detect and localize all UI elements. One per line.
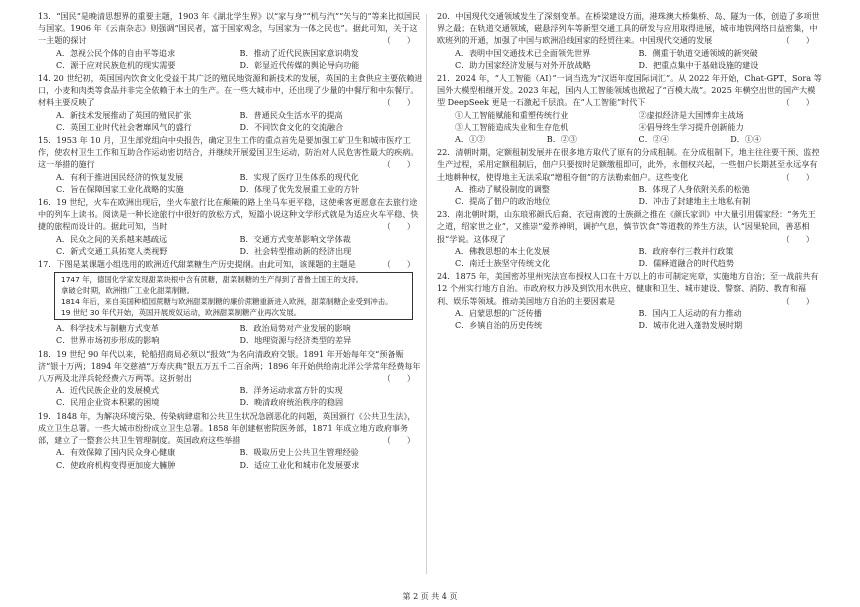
answer-bracket: （ ） bbox=[382, 259, 415, 270]
answer-option[interactable]: B．吸取历史上公共卫生管理经验 bbox=[239, 447, 359, 458]
answer-option[interactable]: A．表明中国交通技术已全面领先世界 bbox=[455, 47, 591, 58]
question bbox=[38, 196, 423, 257]
answer-option[interactable]: C．源于应对民族危机的现实需要 bbox=[56, 59, 176, 70]
question-text: 13．“国民”是晚清思想界的重要主题，1903 年《湖北学生界》以“家与身”“机与汽”“矢与的”等来比拟国民与国家。1906 年《云南杂志》则强调“国民者，富于国家观念，与国家为一体之民也”。据此可知，关于这一主题的探讨 bbox=[38, 11, 421, 46]
option-list bbox=[437, 133, 822, 145]
answer-option[interactable]: A．科学技术与制糖方式变革 bbox=[56, 323, 159, 334]
answer-option[interactable]: A．忽视公民个体的自由平等追求 bbox=[56, 47, 176, 58]
question-stem bbox=[437, 146, 822, 183]
answer-option[interactable]: C．提高了佃户的政治地位 bbox=[455, 196, 551, 207]
statement: ④倡导终生学习提升创新能力 bbox=[638, 121, 744, 132]
question-stem bbox=[38, 134, 423, 171]
question bbox=[38, 134, 423, 195]
answer-bracket: （ ） bbox=[781, 233, 814, 244]
option-list bbox=[38, 233, 423, 257]
answer-option[interactable]: B．推动了近代民族国家意识萌发 bbox=[239, 47, 359, 58]
question-stem bbox=[38, 196, 423, 233]
option-list bbox=[38, 384, 423, 408]
answer-option[interactable]: A．佛教思想的本土化发展 bbox=[455, 245, 550, 256]
answer-option[interactable]: B．国内工人运动的有力推动 bbox=[638, 307, 742, 318]
option-list bbox=[38, 322, 423, 346]
answer-option[interactable]: D．社会转型推动新的经济出现 bbox=[239, 245, 352, 256]
answer-option[interactable]: C．新式交通工具拓宽人类视野 bbox=[56, 245, 168, 256]
question-text: 18．19 世纪 90 年代以来，轮船招商局必须以“报效”为名向清政府交银。1891 年开始每年交“预备赈济”银十万两；1894 年交慈禧“万寿庆典”银五万五千二百余两；1896 年开始供给南北洋公学常年经费每年八万两及北洋兵轮经费六万两等。这折射出 bbox=[38, 348, 421, 384]
outline-line: 1814 年后，来自美国种植园蔗糖与欧洲甜菜制糖的廉价蔗糖重新进入欧洲，甜菜制糖企业受到冲击。 bbox=[61, 297, 393, 307]
question-stem bbox=[38, 258, 423, 270]
answer-bracket: （ ） bbox=[382, 35, 415, 46]
answer-option[interactable]: D．彰显近代传媒的舆论导向功能 bbox=[239, 59, 360, 70]
answer-option[interactable]: B．实现了医疗卫生体系的现代化 bbox=[239, 171, 359, 182]
answer-bracket: （ ） bbox=[382, 97, 415, 108]
answer-option[interactable]: C．乡镇自治的历史传统 bbox=[455, 320, 543, 331]
answer-option[interactable]: C．使政府机构变得更加庞大臃肿 bbox=[56, 459, 176, 470]
answer-option[interactable]: B．②③ bbox=[546, 134, 577, 145]
answer-option[interactable]: D．①④ bbox=[730, 134, 762, 145]
statement: ②虚拟经济是大国博弈主战场 bbox=[638, 109, 744, 120]
answer-bracket: （ ） bbox=[382, 159, 415, 170]
answer-option[interactable]: C．民用企业资本积累的困境 bbox=[56, 397, 160, 408]
answer-bracket: （ ） bbox=[781, 295, 814, 306]
question-text: 23．南北朝时期，山东琅邪颜氏后裔、衣冠南渡的士族颜之推在《颜氏家训》中大量引用儒家经：“务先王之道，绍家世之业”，又推崇“爱养神明，调护气息，慎节饮食”等道教的养生方法，认“因果轮回，善恶相报”学说。这体现了 bbox=[437, 209, 816, 244]
answer-bracket: （ ） bbox=[781, 35, 814, 46]
option-list bbox=[437, 183, 822, 207]
left-column bbox=[38, 10, 423, 472]
question bbox=[38, 10, 423, 71]
option-list bbox=[437, 47, 822, 71]
answer-option[interactable]: C．世界市场初步形成的影响 bbox=[56, 335, 160, 346]
statement: ①人工智能赋能和重塑传统行业 bbox=[455, 109, 569, 120]
answer-option[interactable]: D．晚清政府统治秩序的稳固 bbox=[239, 397, 344, 408]
outline-line: 拿破仑时期，欧洲推广工业化甜菜制糖。 bbox=[61, 286, 195, 296]
question bbox=[437, 10, 822, 71]
answer-option[interactable]: D．不同饮食文化的交流融合 bbox=[239, 121, 344, 132]
question-text: 24．1875 年，美国密苏里州宪法宣布授权人口在十万以上的市可制定宪章，实施地方自治；至一战前共有 12 个州实行地方自治。市政府权力涉及到饮用水供应、健康和卫生、城市建设、警察、消防、教育和福利、娱乐等领域。推动美国地方自治的主要因素是 bbox=[437, 271, 819, 306]
answer-option[interactable]: C．助力国家经济发展与对外开放战略 bbox=[455, 59, 591, 70]
question-stem bbox=[437, 72, 822, 109]
outline-line: 1747 年，德国化学家发现甜菜块根中含有蔗糖，甜菜制糖的生产得到了普鲁士国王的支持。 bbox=[61, 275, 364, 285]
answer-option[interactable]: C．②④ bbox=[638, 134, 669, 145]
answer-option[interactable]: B．侧重于轨道交通领域的新突破 bbox=[638, 47, 758, 58]
question-text: 14. 20 世纪初，英国国内饮食文化受益于其广泛的殖民地资源和新技术的发展，英国的主食供应主要依赖进口，小麦和肉类等食品并非完全依赖于本土的生产。在一些大城市中，还出现了少量的中餐厅和中东餐厅。材料主要反映了 bbox=[38, 73, 423, 108]
answer-option[interactable]: D．城市化进入蓬勃发展时期 bbox=[638, 320, 743, 331]
answer-option[interactable]: B．交通方式变革影响文学体裁 bbox=[239, 233, 351, 244]
question-stem bbox=[38, 410, 423, 447]
answer-option[interactable]: D．适应工业化和城市化发展要求 bbox=[239, 459, 360, 470]
answer-option[interactable]: D．地理资源与经济类型的差异 bbox=[239, 335, 352, 346]
option-list bbox=[38, 446, 423, 470]
outline-line: 19 世纪 30 年代开始，英国开展废奴运动，欧洲甜菜制糖产业再次发展。 bbox=[61, 308, 302, 318]
question-stem bbox=[38, 10, 423, 47]
question bbox=[437, 208, 822, 269]
question bbox=[38, 410, 423, 471]
answer-option[interactable]: D．把重点集中于基础设施的建设 bbox=[638, 59, 759, 70]
answer-option[interactable]: C．英国工业时代社会奢靡风气的盛行 bbox=[56, 121, 192, 132]
question-text: 17．下图是某课题小组选用的欧洲近代甜菜糖生产历史提纲。由此可知，该课题的主题是 bbox=[38, 259, 356, 270]
answer-option[interactable]: A．有效保障了国内民众身心健康 bbox=[56, 447, 176, 458]
answer-option[interactable]: C．旨在保障国家工业化战略的实施 bbox=[56, 183, 184, 194]
question-text: 19．1848 年，为解决环境污染、传染病肆虐和公共卫生状况急剧恶化的问题，英国颁行《公共卫生法》，成立卫生总署。一些大城市纷纷成立卫生总署。1858 年创建枢密院医务部，1871 年成立地方政府事务部，建立了一整套公共卫生管理制度。英国政府这些举措 bbox=[38, 410, 416, 446]
answer-bracket: （ ） bbox=[781, 97, 814, 108]
question-text: 16．19 世纪，火车在欧洲出现后，坐火车旅行比在颠簸的路上坐马车更平稳，这使乘客更愿意在去旅行途中的列车上读书。阅读是一种长途旅行中很好的放松方式，短篇小说这种文学形式就是为适应火车平稳、快捷的旅程而设计的。据此可知，当时 bbox=[38, 197, 419, 232]
question-stem bbox=[38, 72, 423, 109]
question-text: 20．中国现代交通领域发生了深刻变革。在桥梁建设方面，港珠澳大桥集桥、岛、隧为一体，创造了多项世界之最；在轨道交通领域，磁悬浮列车等新型交通工具的研发与应用取得进展，城市地铁网络日益密集，中欧班列的开通，加强了中国与欧洲沿线国家的经贸往来。中国现代交通的发展 bbox=[437, 11, 820, 46]
option-list bbox=[437, 245, 822, 269]
option-list bbox=[38, 47, 423, 71]
answer-bracket: （ ） bbox=[382, 435, 415, 446]
answer-option[interactable]: D．体现了优先发展重工业的方针 bbox=[239, 183, 360, 194]
question bbox=[38, 72, 423, 133]
answer-option[interactable]: A．①② bbox=[455, 134, 486, 145]
option-list bbox=[437, 307, 822, 331]
answer-bracket: （ ） bbox=[382, 373, 415, 384]
question bbox=[437, 270, 822, 331]
question-stem bbox=[437, 10, 822, 47]
question bbox=[437, 72, 822, 145]
right-column bbox=[437, 10, 822, 332]
column-divider bbox=[426, 14, 427, 574]
question-stem bbox=[38, 348, 423, 385]
answer-option[interactable]: B．政治局势对产业发展的影响 bbox=[239, 323, 351, 334]
answer-option[interactable]: A．新技术发展推动了英国的殖民扩张 bbox=[56, 109, 192, 120]
answer-option[interactable]: A．有利于推进国民经济的恢复发展 bbox=[56, 171, 184, 182]
page-footer: 第 2 页 共 4 页 bbox=[402, 592, 458, 601]
answer-option[interactable]: A．近代民族企业的发展模式 bbox=[56, 385, 159, 396]
answer-option[interactable]: B．洋务运动求富方针的实现 bbox=[239, 385, 343, 396]
question-text: 15．1953 年 10 月，卫生部党组向中央报告，确定卫生工作的重点首先是要加强工矿卫生和城市医疗工作，使农村卫生工作和互助合作运动密切结合，并继续开展爱国卫生运动，防治对人民危害性最大的疾病。这一举措的施行 bbox=[38, 135, 419, 170]
answer-option[interactable]: D．冲击了封建地主土地私有制 bbox=[638, 196, 751, 207]
answer-option[interactable]: A．民众之间的关系越来越疏远 bbox=[56, 233, 168, 244]
answer-option[interactable]: B．政府奉行三教并行政策 bbox=[638, 245, 734, 256]
question bbox=[38, 348, 423, 409]
answer-option[interactable]: C．南迁士族坚守传统文化 bbox=[455, 258, 551, 269]
question bbox=[38, 258, 423, 347]
option-list bbox=[38, 171, 423, 195]
question bbox=[437, 146, 822, 207]
answer-option[interactable]: A．启蒙思想的广泛传播 bbox=[455, 307, 542, 318]
answer-bracket: （ ） bbox=[382, 221, 415, 232]
answer-option[interactable]: A．推动了赋役制度的调整 bbox=[455, 183, 550, 194]
answer-option[interactable]: B．普通民众生活水平的提高 bbox=[239, 109, 343, 120]
question-text: 22．清朝时期，定额租制发展并在很多地方取代了原有的分成租制。在分成租制下，地主往往要干预、监控生产过程，采用定额租制后，佃户只要按时足额缴租即可，此外，永佃权兴起，一些佃户长期甚至永远享有土地耕种权，使得地主无法采取“增租夺佃”的方法勒索佃户。这些变化 bbox=[437, 147, 820, 182]
statement-list bbox=[437, 109, 822, 133]
statement: ③人工智能造成失业和生存危机 bbox=[455, 121, 569, 132]
question-stem bbox=[437, 208, 822, 245]
answer-option[interactable]: D．儒释道融合的时代趋势 bbox=[638, 258, 735, 269]
answer-option[interactable]: B．体现了人身依附关系的松弛 bbox=[638, 183, 750, 194]
option-list bbox=[38, 109, 423, 133]
outline-box bbox=[54, 272, 413, 320]
question-stem bbox=[437, 270, 822, 307]
answer-bracket: （ ） bbox=[781, 171, 814, 182]
question-text: 21．2024 年，“人工智能（AI）”一词当选为“汉语年度国际词汇”。从 2022 年开始，Chat-GPT、Sora 等国外大模型相继开发。2023 年起，国内人工智能领域也掀起了“百模大战”。2025 年横空出世的国产大模型 DeepSeek 更是一石激起千层浪。在“人工智能”时代下 bbox=[437, 73, 822, 108]
